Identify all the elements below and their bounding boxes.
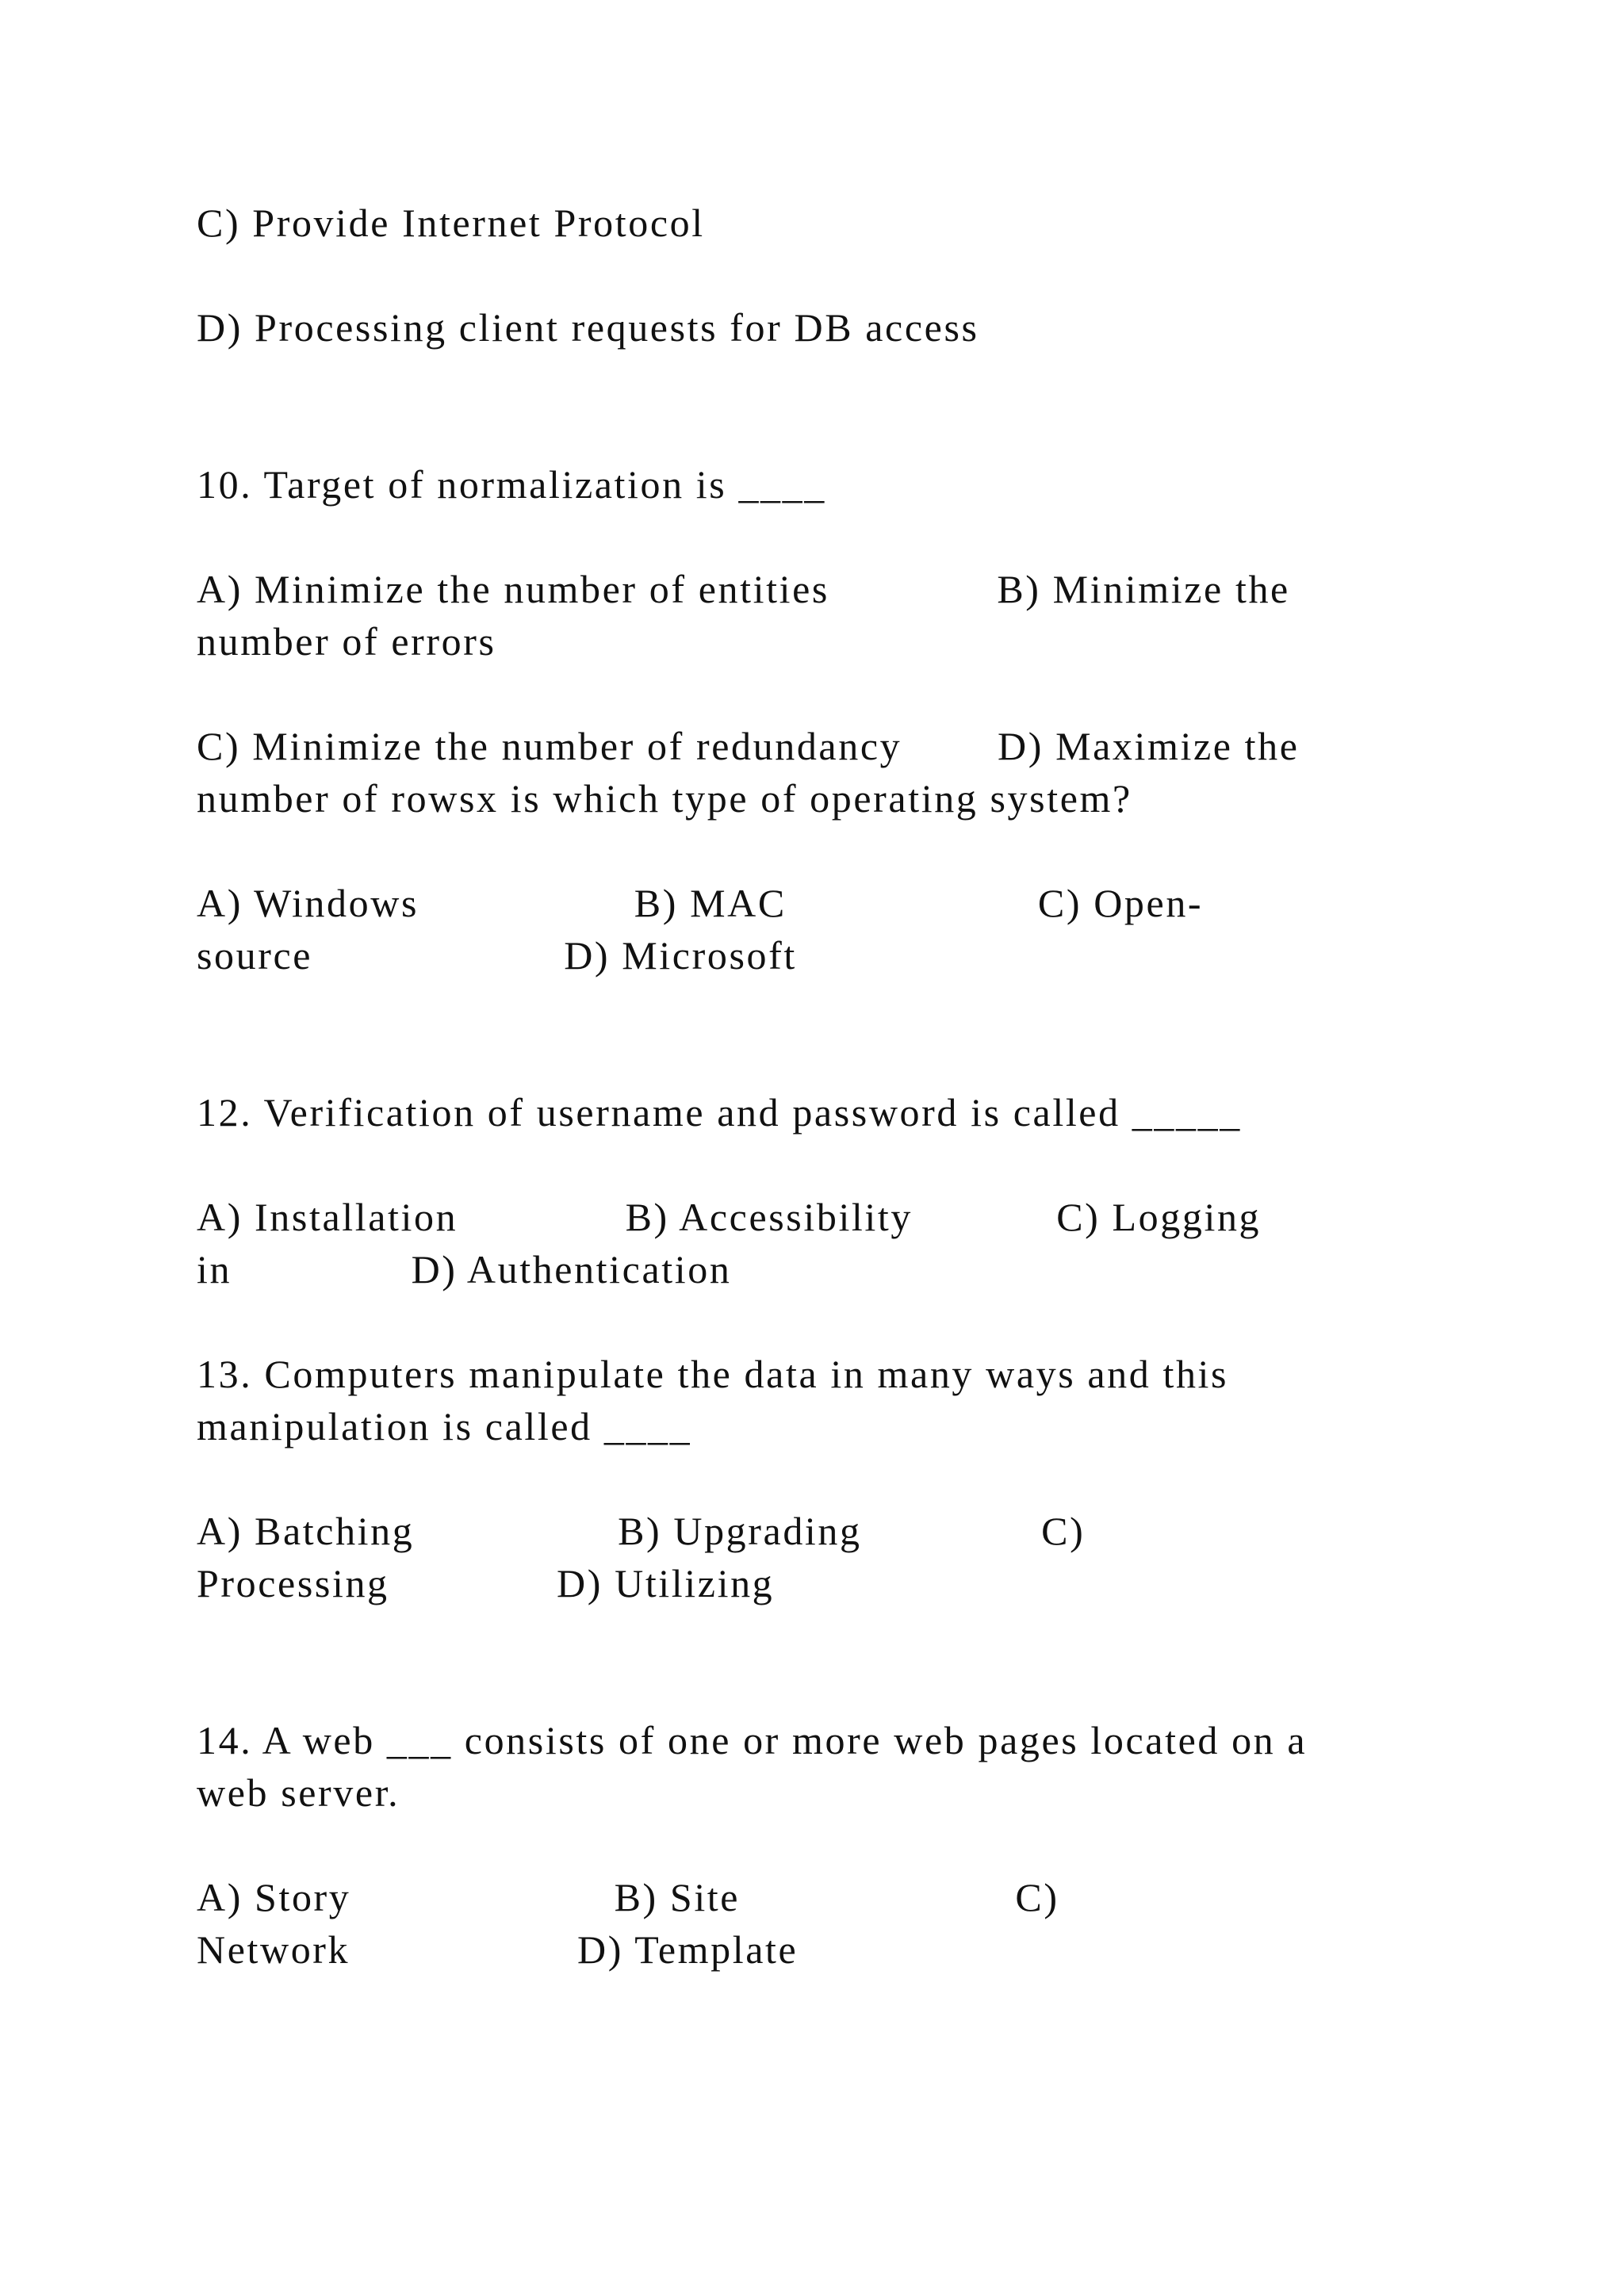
q13-options-line-1: A) Batching B) Upgrading C) (197, 1509, 1086, 1553)
q12-question: 12. Verification of username and password is called _____ (197, 1090, 1242, 1135)
q10-options-line-2: number of errors (197, 619, 496, 664)
q10-options-line-4: number of rowsx is which type of operating system? (197, 776, 1132, 821)
q12-options-line-1: A) Installation B) Accessibility C) Logging (197, 1195, 1262, 1239)
q13-options-line-2: Processing D) Utilizing (197, 1561, 775, 1605)
q10-question: 10. Target of normalization is ____ (197, 462, 826, 507)
q12-options-line-2: in D) Authentication (197, 1247, 732, 1292)
q9-option-c: C) Provide Internet Protocol (197, 201, 705, 245)
q10-options-line-3: C) Minimize the number of redundancy D) Maximize the (197, 724, 1300, 768)
q13-question-line-2: manipulation is called ____ (197, 1404, 692, 1448)
q14-options-line-2: Network D) Template (197, 1927, 799, 1972)
q13-question-line-1: 13. Computers manipulate the data in many ways and this (197, 1352, 1229, 1396)
q11-options-line-1: A) Windows B) MAC C) Open- (197, 881, 1204, 925)
q10-options-line-1: A) Minimize the number of entities B) Minimize the (197, 567, 1290, 611)
q14-question-line-2: web server. (197, 1770, 400, 1815)
q11-options-line-2: source D) Microsoft (197, 933, 797, 978)
q14-question-line-1: 14. A web ___ consists of one or more web pages located on a (197, 1718, 1308, 1762)
q9-option-d: D) Processing client requests for DB access (197, 305, 979, 350)
q14-options-line-1: A) Story B) Site C) (197, 1875, 1059, 1919)
